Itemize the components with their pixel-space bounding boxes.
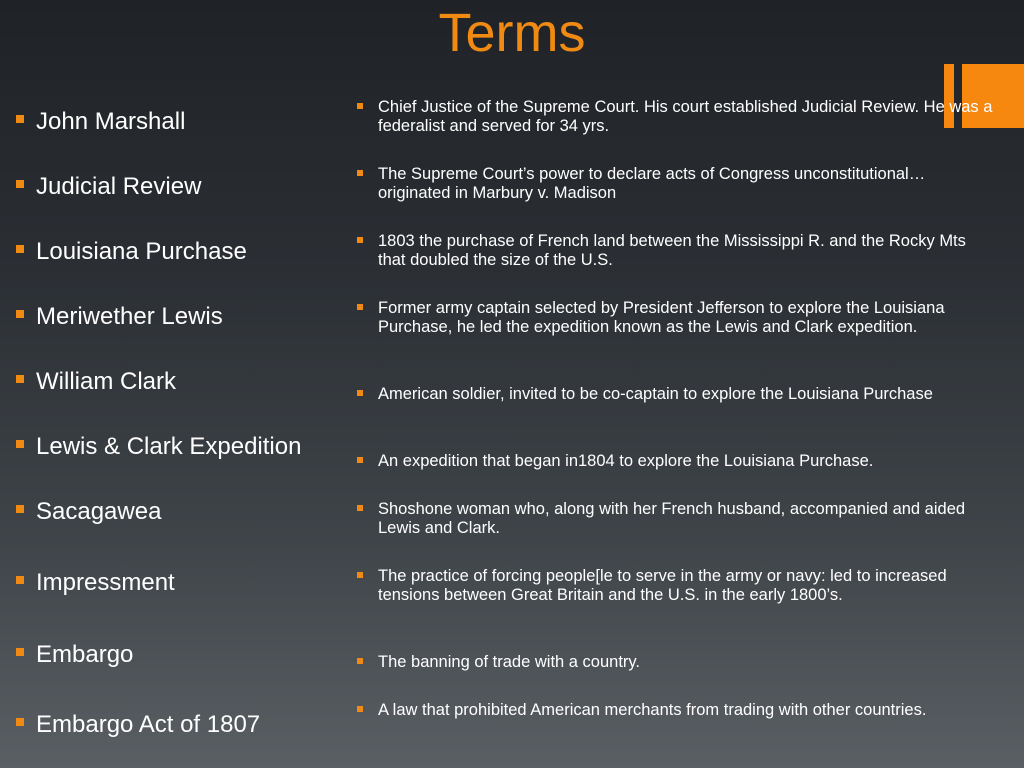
definition-item <box>357 452 995 471</box>
definitions-list <box>357 0 997 768</box>
term-item <box>16 238 247 266</box>
square-bullet-icon <box>357 572 363 578</box>
square-bullet-icon <box>16 440 24 448</box>
definition-text: 1803 the purchase of French land between the Mississippi R. and the Rocky Mts that doubled the size of the U.S. <box>378 232 966 269</box>
definition-item <box>357 299 995 337</box>
term-item <box>16 641 133 669</box>
definition-item <box>357 98 995 136</box>
definition-text: Former army captain selected by President Jefferson to explore the Louisiana Purchase, he led the expedition known as the Lewis and Clark expedition. <box>378 299 945 336</box>
term-label: Meriwether Lewis <box>36 303 223 330</box>
square-bullet-icon <box>16 576 24 584</box>
square-bullet-icon <box>357 658 363 664</box>
square-bullet-icon <box>16 505 24 513</box>
term-label: Embargo Act of 1807 <box>36 711 261 738</box>
definition-item <box>357 701 995 720</box>
definition-item <box>357 232 995 270</box>
term-label: Impressment <box>36 569 175 596</box>
term-label: Lewis & Clark Expedition <box>36 433 302 460</box>
term-item <box>16 433 301 461</box>
definition-text: A law that prohibited American merchants from trading with other countries. <box>378 701 927 719</box>
square-bullet-icon <box>16 180 24 188</box>
square-bullet-icon <box>16 310 24 318</box>
square-bullet-icon <box>16 115 24 123</box>
definition-item <box>357 385 995 404</box>
definition-item <box>357 653 995 672</box>
term-item <box>16 303 223 331</box>
square-bullet-icon <box>357 103 363 109</box>
term-label: John Marshall <box>36 108 186 135</box>
square-bullet-icon <box>16 718 24 726</box>
definition-text: The banning of trade with a country. <box>378 653 641 671</box>
definition-text: The practice of forcing people[le to serve in the army or navy: led to increased tensions between Great Britain and the U.S. in the early 1800’s. <box>378 567 947 604</box>
term-label: Sacagawea <box>36 498 162 525</box>
term-item <box>16 368 176 396</box>
definition-item <box>357 567 995 605</box>
term-item <box>16 711 260 739</box>
definition-item <box>357 500 995 538</box>
definition-item <box>357 165 995 203</box>
term-label: William Clark <box>36 368 176 395</box>
square-bullet-icon <box>16 375 24 383</box>
square-bullet-icon <box>357 170 363 176</box>
term-label: Louisiana Purchase <box>36 238 247 265</box>
term-item <box>16 569 175 597</box>
definition-text: American soldier, invited to be co-captain to explore the Louisiana Purchase <box>378 385 933 403</box>
terms-list <box>0 0 340 768</box>
term-item <box>16 108 185 136</box>
term-item <box>16 498 161 526</box>
square-bullet-icon <box>16 245 24 253</box>
definition-text: Shoshone woman who, along with her French husband, accompanied and aided Lewis and Clark. <box>378 500 966 537</box>
square-bullet-icon <box>357 706 363 712</box>
definition-text: The Supreme Court’s power to declare acts of Congress unconstitutional…originated in Marbury v. Madison <box>378 165 926 202</box>
term-label: Embargo <box>36 641 134 668</box>
square-bullet-icon <box>357 237 363 243</box>
square-bullet-icon <box>16 648 24 656</box>
definition-text: Chief Justice of the Supreme Court. His court established Judicial Review. He was a federalist and served for 34 yrs. <box>378 98 993 135</box>
term-item <box>16 173 201 201</box>
slide-title: Terms <box>438 3 586 63</box>
square-bullet-icon <box>357 304 363 310</box>
square-bullet-icon <box>357 390 363 396</box>
definition-text: An expedition that began in1804 to explore the Louisiana Purchase. <box>378 452 874 470</box>
square-bullet-icon <box>357 505 363 511</box>
square-bullet-icon <box>357 457 363 463</box>
term-label: Judicial Review <box>36 173 202 200</box>
